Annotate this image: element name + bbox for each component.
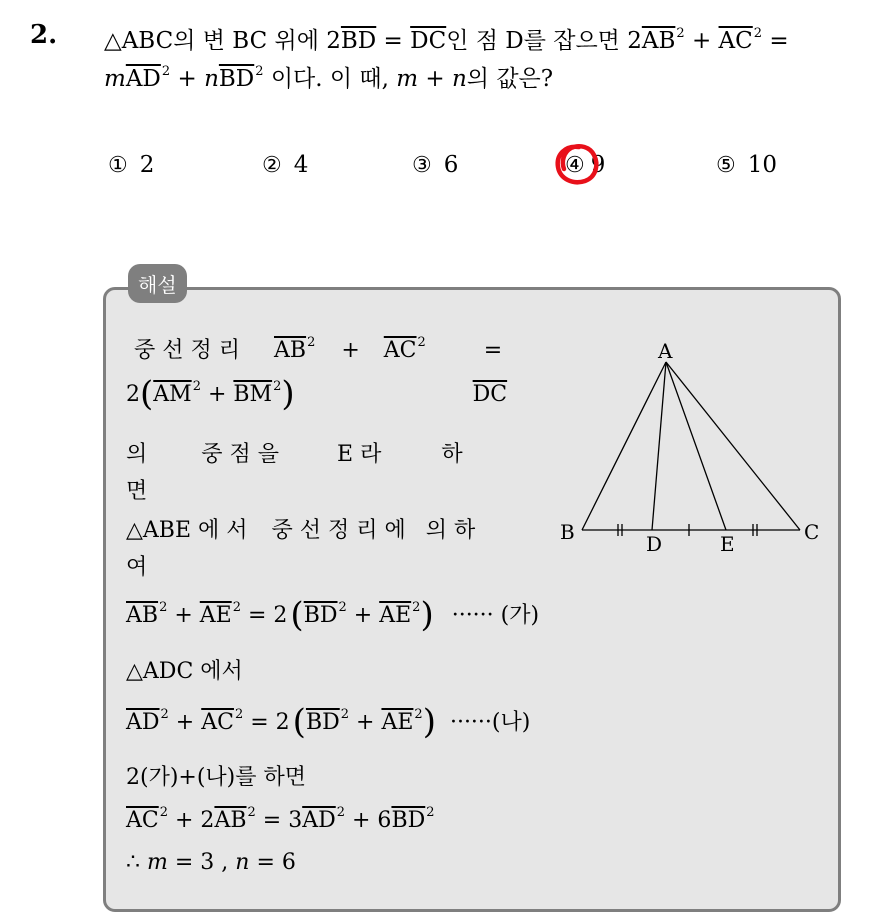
solution-label: 해설	[128, 264, 187, 303]
solution-line-8: △ADC 에서	[126, 659, 243, 684]
segment-ac: $\overline{AC}$	[718, 28, 753, 54]
segment-ad: $\overline{AD}$	[125, 66, 161, 92]
segment-bd: $\overline{BD}$	[218, 66, 255, 92]
solution-text: = 2	[243, 710, 290, 735]
solution-text: 중 선 정 리 에	[271, 518, 406, 543]
question-text: 인 점 D를 잡으면 2	[446, 28, 642, 54]
choice-value: 6	[443, 152, 459, 178]
solution-text: +	[346, 603, 380, 628]
solution-line-4: 면	[126, 479, 148, 504]
vertex-label-c: C	[804, 520, 820, 544]
segment-bd: $\overline{BD}$	[340, 28, 377, 54]
choice-mark: ⑤	[716, 153, 736, 178]
solution-text: + 6	[345, 808, 392, 833]
choice-mark: ②	[262, 153, 282, 178]
choice-1[interactable]	[108, 152, 154, 178]
solution-text: +	[341, 338, 360, 363]
solution-line-12	[126, 850, 296, 875]
question-line-2: $m\overline{AD}^2 + n\overline{BD}^2$ 이다. 이 때, m + n의 값은?	[104, 64, 554, 92]
solution-text: 중 선 정 리	[134, 338, 240, 363]
solution-line-2: $2(\overline{AM}^2 + \overline{BM}^2)$ $\overline{DC}$	[126, 374, 508, 414]
solution-line-9: $\overline{AD}^2 + \overline{AC}^2 = 2(\overline{BD}^2 + \overline{AE}^2)$ ······(나)	[126, 702, 531, 742]
segment-bm: $\overline{BM}$	[233, 382, 273, 407]
variable-m: m	[147, 850, 168, 875]
segment-ac: $\overline{AC}$	[201, 710, 234, 735]
segment-ab: $\overline{AB}$	[274, 338, 307, 363]
solution-line-1: 중 선 정 리 $\overline{AB}^2 + \overline{AC}^2$ =	[134, 335, 503, 363]
question-text: +	[170, 66, 205, 92]
segment-ad: $\overline{AD}$	[302, 808, 336, 833]
choice-mark: ①	[108, 153, 128, 178]
question-text: +	[684, 28, 719, 54]
segment-ad: $\overline{AD}$	[126, 710, 160, 735]
solution-tag: ······(나)	[449, 710, 531, 735]
solution-text: = 6	[249, 850, 296, 875]
segment-ae: $\overline{AE}$	[199, 603, 232, 628]
solution-text: 의 하	[425, 518, 476, 543]
segment-ab: $\overline{AB}$	[641, 28, 676, 54]
solution-text: =	[483, 338, 503, 363]
segment-bd: $\overline{BD}$	[303, 603, 338, 628]
choice-mark: ③	[412, 153, 432, 178]
point-label-e: E	[720, 532, 735, 556]
solution-line-10: 2(가)+(나)를 하면	[126, 765, 307, 790]
segment-bd: $\overline{BD}$	[305, 710, 340, 735]
solution-line-7: $\overline{AB}^2 + \overline{AE}^2 = 2(\overline{BD}^2 + \overline{AE}^2)$ ······ (가)	[126, 595, 540, 635]
solution-text: = 3	[255, 808, 303, 833]
solution-tag: ······ (가)	[451, 603, 540, 628]
choice-value: 2	[139, 152, 155, 178]
solution-text: = 3 ,	[167, 850, 236, 875]
expression-m-plus-n: m + n	[396, 66, 467, 92]
variable-n: n	[204, 66, 219, 92]
question-number: 2.	[30, 20, 58, 50]
solution-text: E 라	[337, 442, 382, 467]
solution-text: 중 점 을	[201, 442, 280, 467]
question-text: 의 값은?	[466, 66, 554, 92]
question-text: =	[762, 28, 789, 54]
solution-text: 2	[126, 382, 140, 407]
question-text: 이다. 이 때,	[263, 66, 397, 92]
choice-value: 10	[747, 152, 778, 178]
answer-circle-icon	[553, 141, 603, 189]
side-ab	[582, 362, 666, 530]
question-line-1: △ABC의 변 BC 위에 $2\overline{BD} = \overline{DC}$인 점 D를 잡으면 $2\overline{AB}^2 + \overline{AC}^2$ =	[104, 26, 789, 54]
solution-text: = 2	[241, 603, 288, 628]
side-ac	[666, 362, 800, 530]
solution-text: +	[167, 603, 200, 628]
vertex-label-b: B	[560, 520, 575, 544]
segment-ae: $\overline{AE}$	[379, 603, 412, 628]
segment-ae: $\overline{AE}$	[381, 710, 414, 735]
solution-text: +	[200, 382, 234, 407]
therefore-symbol: ∴	[126, 850, 147, 875]
solution-text: △ABE 에 서	[126, 518, 248, 543]
solution-line-5	[126, 513, 475, 544]
solution-line-3	[126, 437, 463, 468]
triangle-figure	[558, 338, 830, 562]
choice-value: 4	[293, 152, 309, 178]
solution-text: + 2	[168, 808, 215, 833]
solution-text: 의	[126, 442, 148, 467]
choice-mark: ④	[565, 153, 585, 178]
choice-3[interactable]	[412, 152, 458, 178]
variable-m: m	[104, 66, 126, 92]
vertex-label-a: A	[658, 339, 673, 363]
segment-ab: $\overline{AB}$	[126, 603, 159, 628]
solution-text: +	[168, 710, 202, 735]
segment-bd: $\overline{BD}$	[391, 808, 426, 833]
choice-2[interactable]	[262, 152, 308, 178]
segment-am: $\overline{AM}$	[153, 382, 192, 407]
solution-line-11: $\overline{AC}^2 + 2\overline{AB}^2 = 3\overline{AD}^2 + 6\overline{BD}^2$	[126, 805, 435, 833]
solution-text: 하	[441, 442, 463, 467]
point-label-d: D	[646, 532, 663, 556]
segment-dc: $\overline{DC}$	[410, 28, 447, 54]
segment-ae	[666, 362, 726, 530]
segment-ab: $\overline{AB}$	[214, 808, 247, 833]
segment-dc: $\overline{DC}$	[472, 382, 508, 407]
choice-5[interactable]	[716, 152, 777, 178]
question-text: △ABC의 변 BC 위에 2	[104, 28, 341, 54]
question-text: =	[376, 28, 411, 54]
choice-value: 9	[590, 152, 606, 178]
segment-ac: $\overline{AC}$	[383, 338, 417, 363]
solution-text: +	[349, 710, 382, 735]
segment-ac: $\overline{AC}$	[126, 808, 159, 833]
variable-n: n	[235, 850, 250, 875]
solution-line-6: 여	[126, 555, 148, 580]
